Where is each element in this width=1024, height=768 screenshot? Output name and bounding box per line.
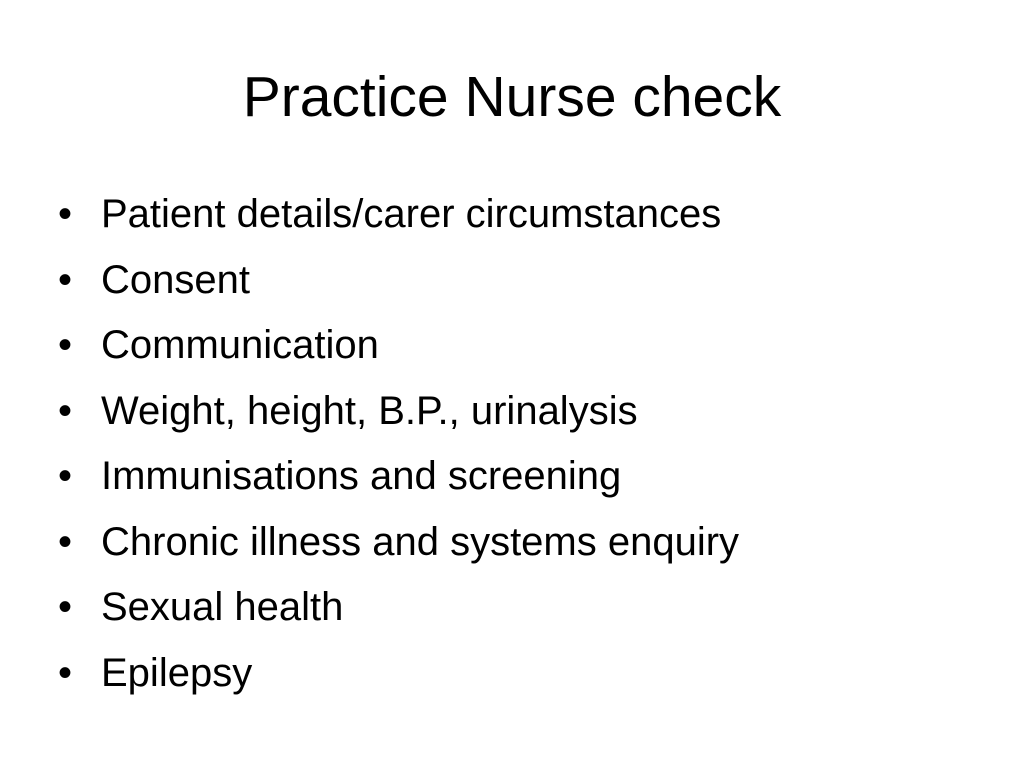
- bullet-icon: •: [58, 388, 73, 433]
- bullet-text: Chronic illness and systems enquiry: [101, 519, 740, 564]
- bullet-icon: •: [58, 650, 73, 695]
- bullet-text: Sexual health: [101, 585, 344, 629]
- bullet-icon: •: [58, 192, 73, 236]
- bullet-text: Weight, height, B.P., urinalysis: [101, 388, 638, 433]
- bullet-text: Communication: [101, 323, 379, 367]
- bullet-icon: •: [58, 257, 73, 302]
- bullet-text: Patient details/carer circumstances: [101, 192, 722, 236]
- bullet-text: Epilepsy: [101, 650, 253, 695]
- bullet-icon: •: [58, 323, 73, 367]
- bullet-text: Consent: [101, 257, 250, 302]
- bullet-icon: •: [58, 585, 73, 629]
- bullet-icon: •: [58, 454, 73, 498]
- bullet-icon: •: [58, 519, 73, 564]
- slide-title: Practice Nurse check: [242, 65, 782, 129]
- bullet-text: Immunisations and screening: [101, 454, 622, 498]
